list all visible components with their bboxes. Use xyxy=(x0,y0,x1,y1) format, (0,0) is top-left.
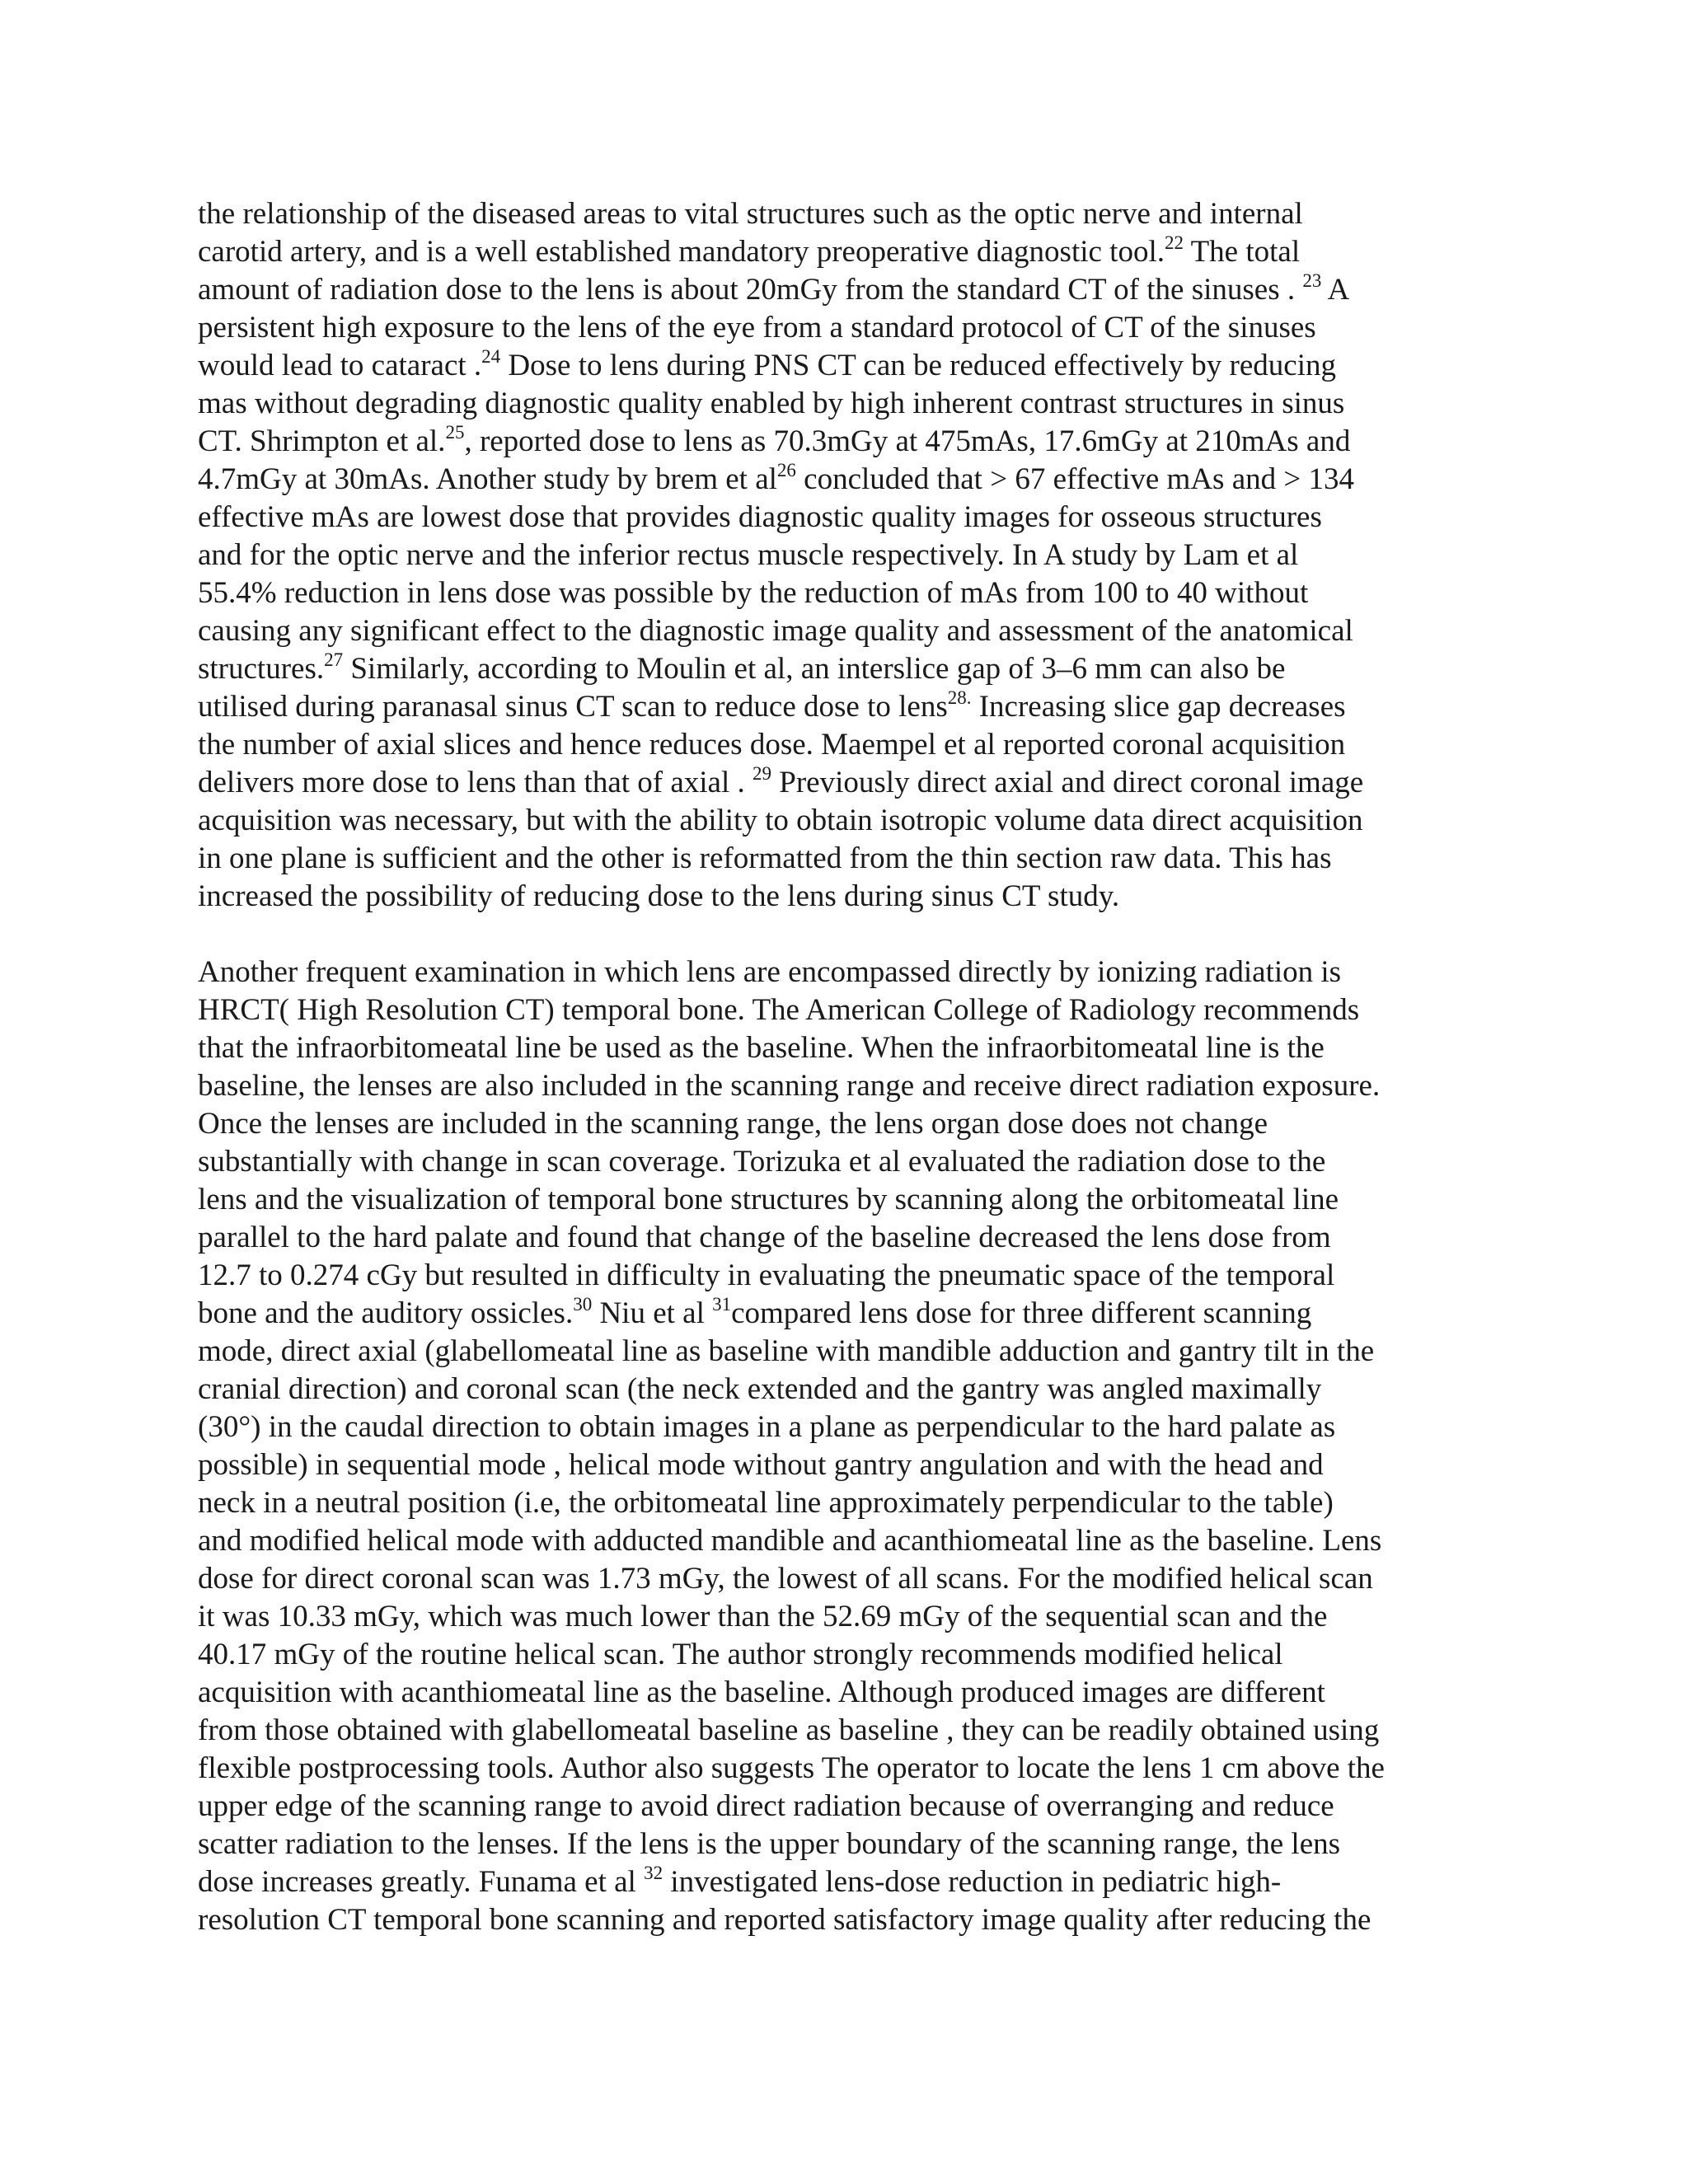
text-line xyxy=(198,1484,1385,1522)
text-segment: 12.7 to 0.274 cGy but resulted in difficulty in evaluating the pneumatic space of the temporal xyxy=(198,1258,1335,1292)
text-segment: the number of axial slices and hence reduces dose. Maempel et al reported coronal acquisition xyxy=(198,728,1346,762)
text-line xyxy=(198,1333,1385,1371)
citation-superscript: 22 xyxy=(1164,232,1184,253)
citation-superscript: 25 xyxy=(445,422,465,443)
text-segment: utilised during paranasal sinus CT scan to reduce dose to lens xyxy=(198,690,948,724)
text-segment: possible) in sequential mode , helical mode without gantry angulation and with the head and xyxy=(198,1448,1324,1482)
text-line xyxy=(198,1446,1385,1484)
citation-superscript: 23 xyxy=(1302,270,1322,291)
text-line xyxy=(198,1105,1385,1143)
text-segment: and for the optic nerve and the inferior rectus muscle respectively. In A study by Lam et al xyxy=(198,538,1299,572)
text-segment: in one plane is sufficient and the other is reformatted from the thin section raw data. This has xyxy=(198,841,1332,875)
text-segment: from those obtained with glabellomeatal baseline as baseline , they can be readily obtained using xyxy=(198,1713,1380,1747)
text-segment: A xyxy=(1321,273,1350,307)
text-line xyxy=(198,991,1385,1029)
text-segment: (30°) in the caudal direction to obtain images in a plane as perpendicular to the hard palate as xyxy=(198,1410,1336,1444)
text-segment: Dose to lens during PNS CT can be reduced effectively by reducing xyxy=(500,349,1336,382)
text-line xyxy=(198,1901,1385,1939)
text-segment: Previously direct axial and direct coronal image xyxy=(771,766,1364,799)
text-segment: dose for direct coronal scan was 1.73 mGy, the lowest of all scans. For the modified helical scan xyxy=(198,1562,1373,1596)
citation-superscript: 28. xyxy=(947,687,972,708)
citation-superscript: 29 xyxy=(753,763,772,784)
text-segment: substantially with change in scan coverage. Torizuka et al evaluated the radiation dose to the xyxy=(198,1145,1326,1179)
text-segment: investigated lens-dose reduction in pediatric high- xyxy=(663,1865,1282,1899)
text-segment: acquisition with acanthiomeatal line as the baseline. Although produced images are different xyxy=(198,1675,1325,1709)
text-line xyxy=(198,1825,1385,1863)
text-segment: Increasing slice gap decreases xyxy=(971,690,1346,724)
text-segment: scatter radiation to the lenses. If the lens is the upper boundary of the scanning range, the lens xyxy=(198,1827,1341,1861)
text-line xyxy=(198,499,1363,537)
text-segment: persistent high exposure to the lens of the eye from a standard protocol of CT of the sinuses xyxy=(198,311,1316,344)
text-line xyxy=(198,1674,1385,1712)
text-segment: cranial direction) and coronal scan (the neck extended and the gantry was angled maximally xyxy=(198,1372,1322,1406)
text-segment: acquisition was necessary, but with the ability to obtain isotropic volume data direct acquisition xyxy=(198,804,1363,837)
text-segment: it was 10.33 mGy, which was much lower than the 52.69 mGy of the sequential scan and the xyxy=(198,1600,1328,1633)
text-line xyxy=(198,271,1363,309)
text-line xyxy=(198,423,1363,461)
text-line xyxy=(198,1636,1385,1674)
citation-superscript: 24 xyxy=(481,346,501,367)
text-segment: HRCT( High Resolution CT) temporal bone. The American College of Radiology recommends xyxy=(198,993,1360,1027)
text-segment: increased the possibility of reducing dose to the lens during sinus CT study. xyxy=(198,879,1120,913)
text-line xyxy=(198,347,1363,385)
text-segment: baseline, the lenses are also included in the scanning range and receive direct radiation exposure. xyxy=(198,1069,1381,1103)
text-line xyxy=(198,1029,1385,1067)
text-segment: dose increases greatly. Funama et al xyxy=(198,1865,645,1899)
text-line xyxy=(198,1219,1385,1257)
text-line xyxy=(198,1712,1385,1750)
text-segment: the relationship of the diseased areas to vital structures such as the optic nerve and internal xyxy=(198,197,1303,231)
text-segment: 40.17 mGy of the routine helical scan. The author strongly recommends modified helical xyxy=(198,1638,1283,1671)
text-segment: The total xyxy=(1183,235,1301,269)
citation-superscript: 27 xyxy=(324,649,344,670)
text-segment: mode, direct axial (glabellomeatal line as baseline with mandible adduction and gantry tilt in the xyxy=(198,1334,1375,1368)
text-line xyxy=(198,1371,1385,1408)
text-line xyxy=(198,726,1363,764)
text-line xyxy=(198,1788,1385,1825)
text-segment: Another frequent examination in which lens are encompassed directly by ionizing radiation is xyxy=(198,955,1342,989)
paragraph-sinus-ct-lens-dose xyxy=(198,195,1363,916)
text-line xyxy=(198,954,1385,991)
citation-superscript: 30 xyxy=(573,1294,593,1315)
text-segment: flexible postprocessing tools. Author also suggests The operator to locate the lens 1 cm above the xyxy=(198,1751,1385,1785)
text-segment: carotid artery, and is a well established mandatory preoperative diagnostic tool. xyxy=(198,235,1165,269)
text-segment: and modified helical mode with adducted mandible and acanthiomeatal line as the baseline. Lens xyxy=(198,1524,1382,1558)
text-line xyxy=(198,195,1363,233)
text-line xyxy=(198,574,1363,612)
text-segment: Niu et al xyxy=(592,1296,713,1330)
text-line xyxy=(198,1560,1385,1598)
citation-superscript: 26 xyxy=(776,460,796,480)
text-segment: bone and the auditory ossicles. xyxy=(198,1296,574,1330)
text-segment: amount of radiation dose to the lens is about 20mGy from the standard CT of the sinuses . xyxy=(198,273,1303,307)
text-segment: CT. Shrimpton et al. xyxy=(198,424,446,458)
text-line xyxy=(198,840,1363,878)
citation-superscript: 32 xyxy=(644,1863,663,1883)
text-line xyxy=(198,612,1363,650)
text-segment: resolution CT temporal bone scanning and reported satisfactory image quality after reducing the xyxy=(198,1903,1372,1937)
text-line xyxy=(198,1863,1385,1901)
text-segment: lens and the visualization of temporal bone structures by scanning along the orbitomeatal line xyxy=(198,1183,1339,1216)
text-line xyxy=(198,1750,1385,1788)
text-segment: delivers more dose to lens than that of axial . xyxy=(198,766,753,799)
text-line xyxy=(198,537,1363,574)
text-line xyxy=(198,1143,1385,1181)
text-segment: 55.4% reduction in lens dose was possible by the reduction of mAs from 100 to 40 without xyxy=(198,576,1309,610)
text-segment: concluded that > 67 effective mAs and > 134 xyxy=(795,462,1354,496)
text-segment: would lead to cataract . xyxy=(198,349,482,382)
text-line xyxy=(198,1257,1385,1295)
text-line xyxy=(198,878,1363,916)
text-segment: mas without degrading diagnostic quality enabled by high inherent contrast structures in sinus xyxy=(198,387,1345,420)
paragraph-hrct-temporal-bone xyxy=(198,954,1385,1939)
text-segment: Once the lenses are included in the scanning range, the lens organ dose does not change xyxy=(198,1107,1268,1141)
text-line xyxy=(198,461,1363,499)
text-line xyxy=(198,385,1363,423)
text-line xyxy=(198,1598,1385,1636)
text-segment: , reported dose to lens as 70.3mGy at 475mAs, 17.6mGy at 210mAs and xyxy=(464,424,1351,458)
text-line xyxy=(198,1067,1385,1105)
text-segment: upper edge of the scanning range to avoid direct radiation because of overranging and reduce xyxy=(198,1789,1334,1823)
text-line xyxy=(198,309,1363,347)
text-line xyxy=(198,764,1363,802)
text-line xyxy=(198,1522,1385,1560)
text-segment: compared lens dose for three different scanning xyxy=(731,1296,1312,1330)
text-segment: 4.7mGy at 30mAs. Another study by brem et al xyxy=(198,462,777,496)
text-segment: effective mAs are lowest dose that provides diagnostic quality images for osseous structures xyxy=(198,500,1322,534)
text-segment: causing any significant effect to the diagnostic image quality and assessment of the anatomical xyxy=(198,614,1353,648)
text-segment: structures. xyxy=(198,652,325,686)
text-segment: neck in a neutral position (i.e, the orbitomeatal line approximately perpendicular to the table) xyxy=(198,1486,1334,1520)
text-line xyxy=(198,650,1363,688)
text-line xyxy=(198,802,1363,840)
text-line xyxy=(198,1408,1385,1446)
text-line xyxy=(198,1295,1385,1333)
text-line xyxy=(198,688,1363,726)
text-line xyxy=(198,233,1363,271)
text-line xyxy=(198,1181,1385,1219)
citation-superscript: 31 xyxy=(712,1294,732,1315)
text-segment: Similarly, according to Moulin et al, an interslice gap of 3–6 mm can also be xyxy=(343,652,1286,686)
text-segment: parallel to the hard palate and found that change of the baseline decreased the lens dose from xyxy=(198,1221,1331,1254)
text-segment: that the infraorbitomeatal line be used as the baseline. When the infraorbitomeatal line is the xyxy=(198,1031,1325,1065)
